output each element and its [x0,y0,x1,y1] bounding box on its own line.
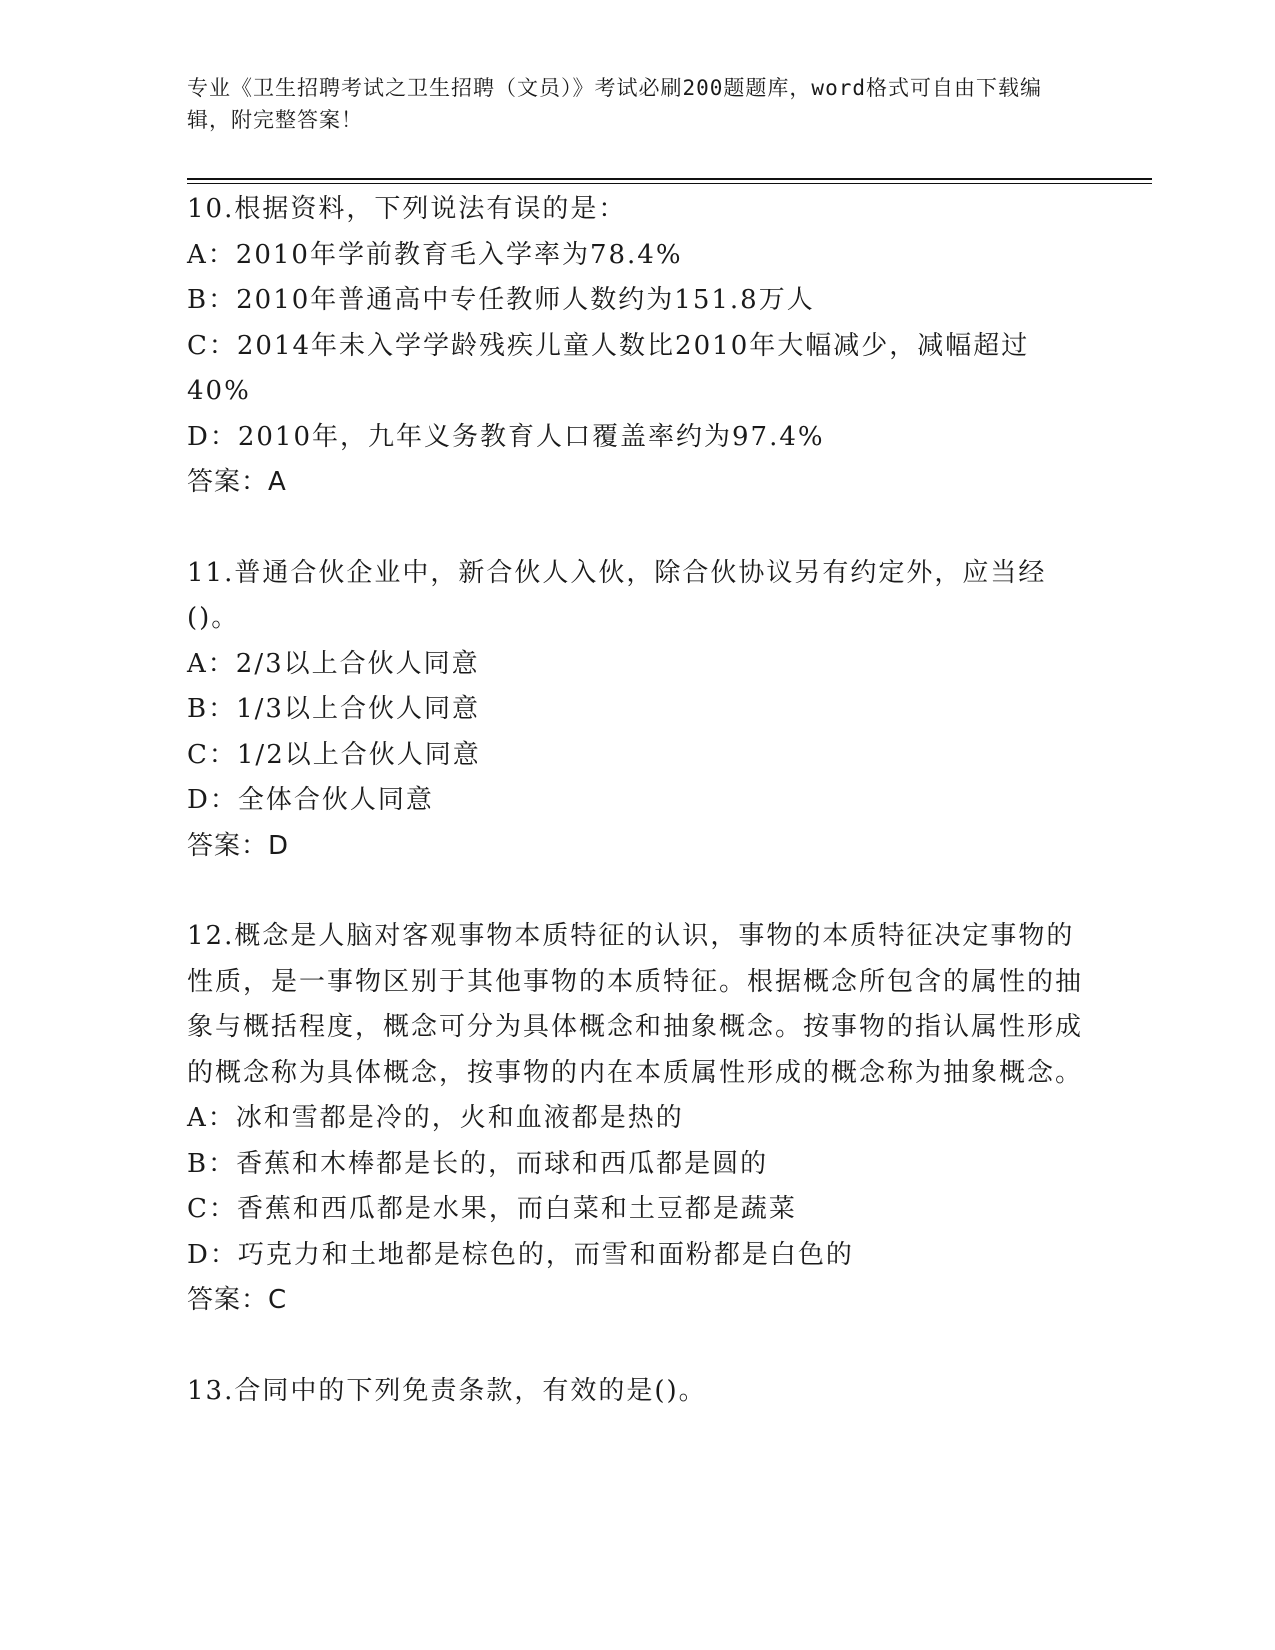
header-divider-thin [187,183,1152,184]
document-header: 专业《卫生招聘考试之卫生招聘（文员）》考试必刷200题题库，word格式可自由下载编辑，附完整答案！ [187,76,1042,132]
option-c: C：香蕉和西瓜都是水果，而白菜和土豆都是蔬菜 [187,1194,797,1224]
answer: 答案：C [187,1285,288,1315]
question-stem: 11.普通合伙企业中，新合伙人入伙，除合伙协议另有约定外，应当经()。 [187,557,1047,633]
question-11 [187,551,1087,870]
question-12 [187,914,1087,1324]
option-a: A：2/3以上合伙人同意 [187,648,480,679]
answer: 答案：A [187,467,287,497]
question-list [187,187,1087,1414]
option-d: D：全体合伙人同意 [187,785,434,815]
option-b: B：香蕉和木棒都是长的，而球和西瓜都是圆的 [187,1148,769,1179]
question-13 [187,1369,1087,1415]
option-b: B：1/3以上合伙人同意 [187,694,480,724]
option-b: B：2010年普通高中专任教师人数约为151.8万人 [187,285,815,315]
option-d: D：巧克力和土地都是棕色的，而雪和面粉都是白色的 [187,1239,854,1270]
question-spacer [187,506,1087,551]
question-spacer [187,1324,1087,1369]
question-stem: 10.根据资料，下列说法有误的是： [187,194,627,224]
option-d: D：2010年，九年义务教育人口覆盖率约为97.4% [187,421,825,452]
option-c: C：1/2以上合伙人同意 [187,739,481,770]
question-stem: 12.概念是人脑对客观事物本质特征的认识，事物的本质特征决定事物的性质，是一事物区别于其他事物的本质特征。根据概念所包含的属性的抽象与概括程度，概念可分为具体概念和抽象概念。按事物的指认属性形成的概念称为具体概念，按事物的内在本质属性形成的概念称为抽象概念。 [187,921,1084,1088]
question-spacer [187,869,1087,914]
question-stem: 13.合同中的下列免责条款，有效的是()。 [187,1375,707,1406]
option-a: A：冰和雪都是冷的，火和血液都是热的 [187,1103,684,1133]
option-a: A：2010年学前教育毛入学率为78.4% [187,239,683,270]
option-c: C：2014年未入学学龄残疾儿童人数比2010年大幅减少，减幅超过40% [187,330,1030,406]
header-divider [187,178,1152,180]
answer: 答案：D [187,830,290,861]
question-10 [187,187,1087,506]
